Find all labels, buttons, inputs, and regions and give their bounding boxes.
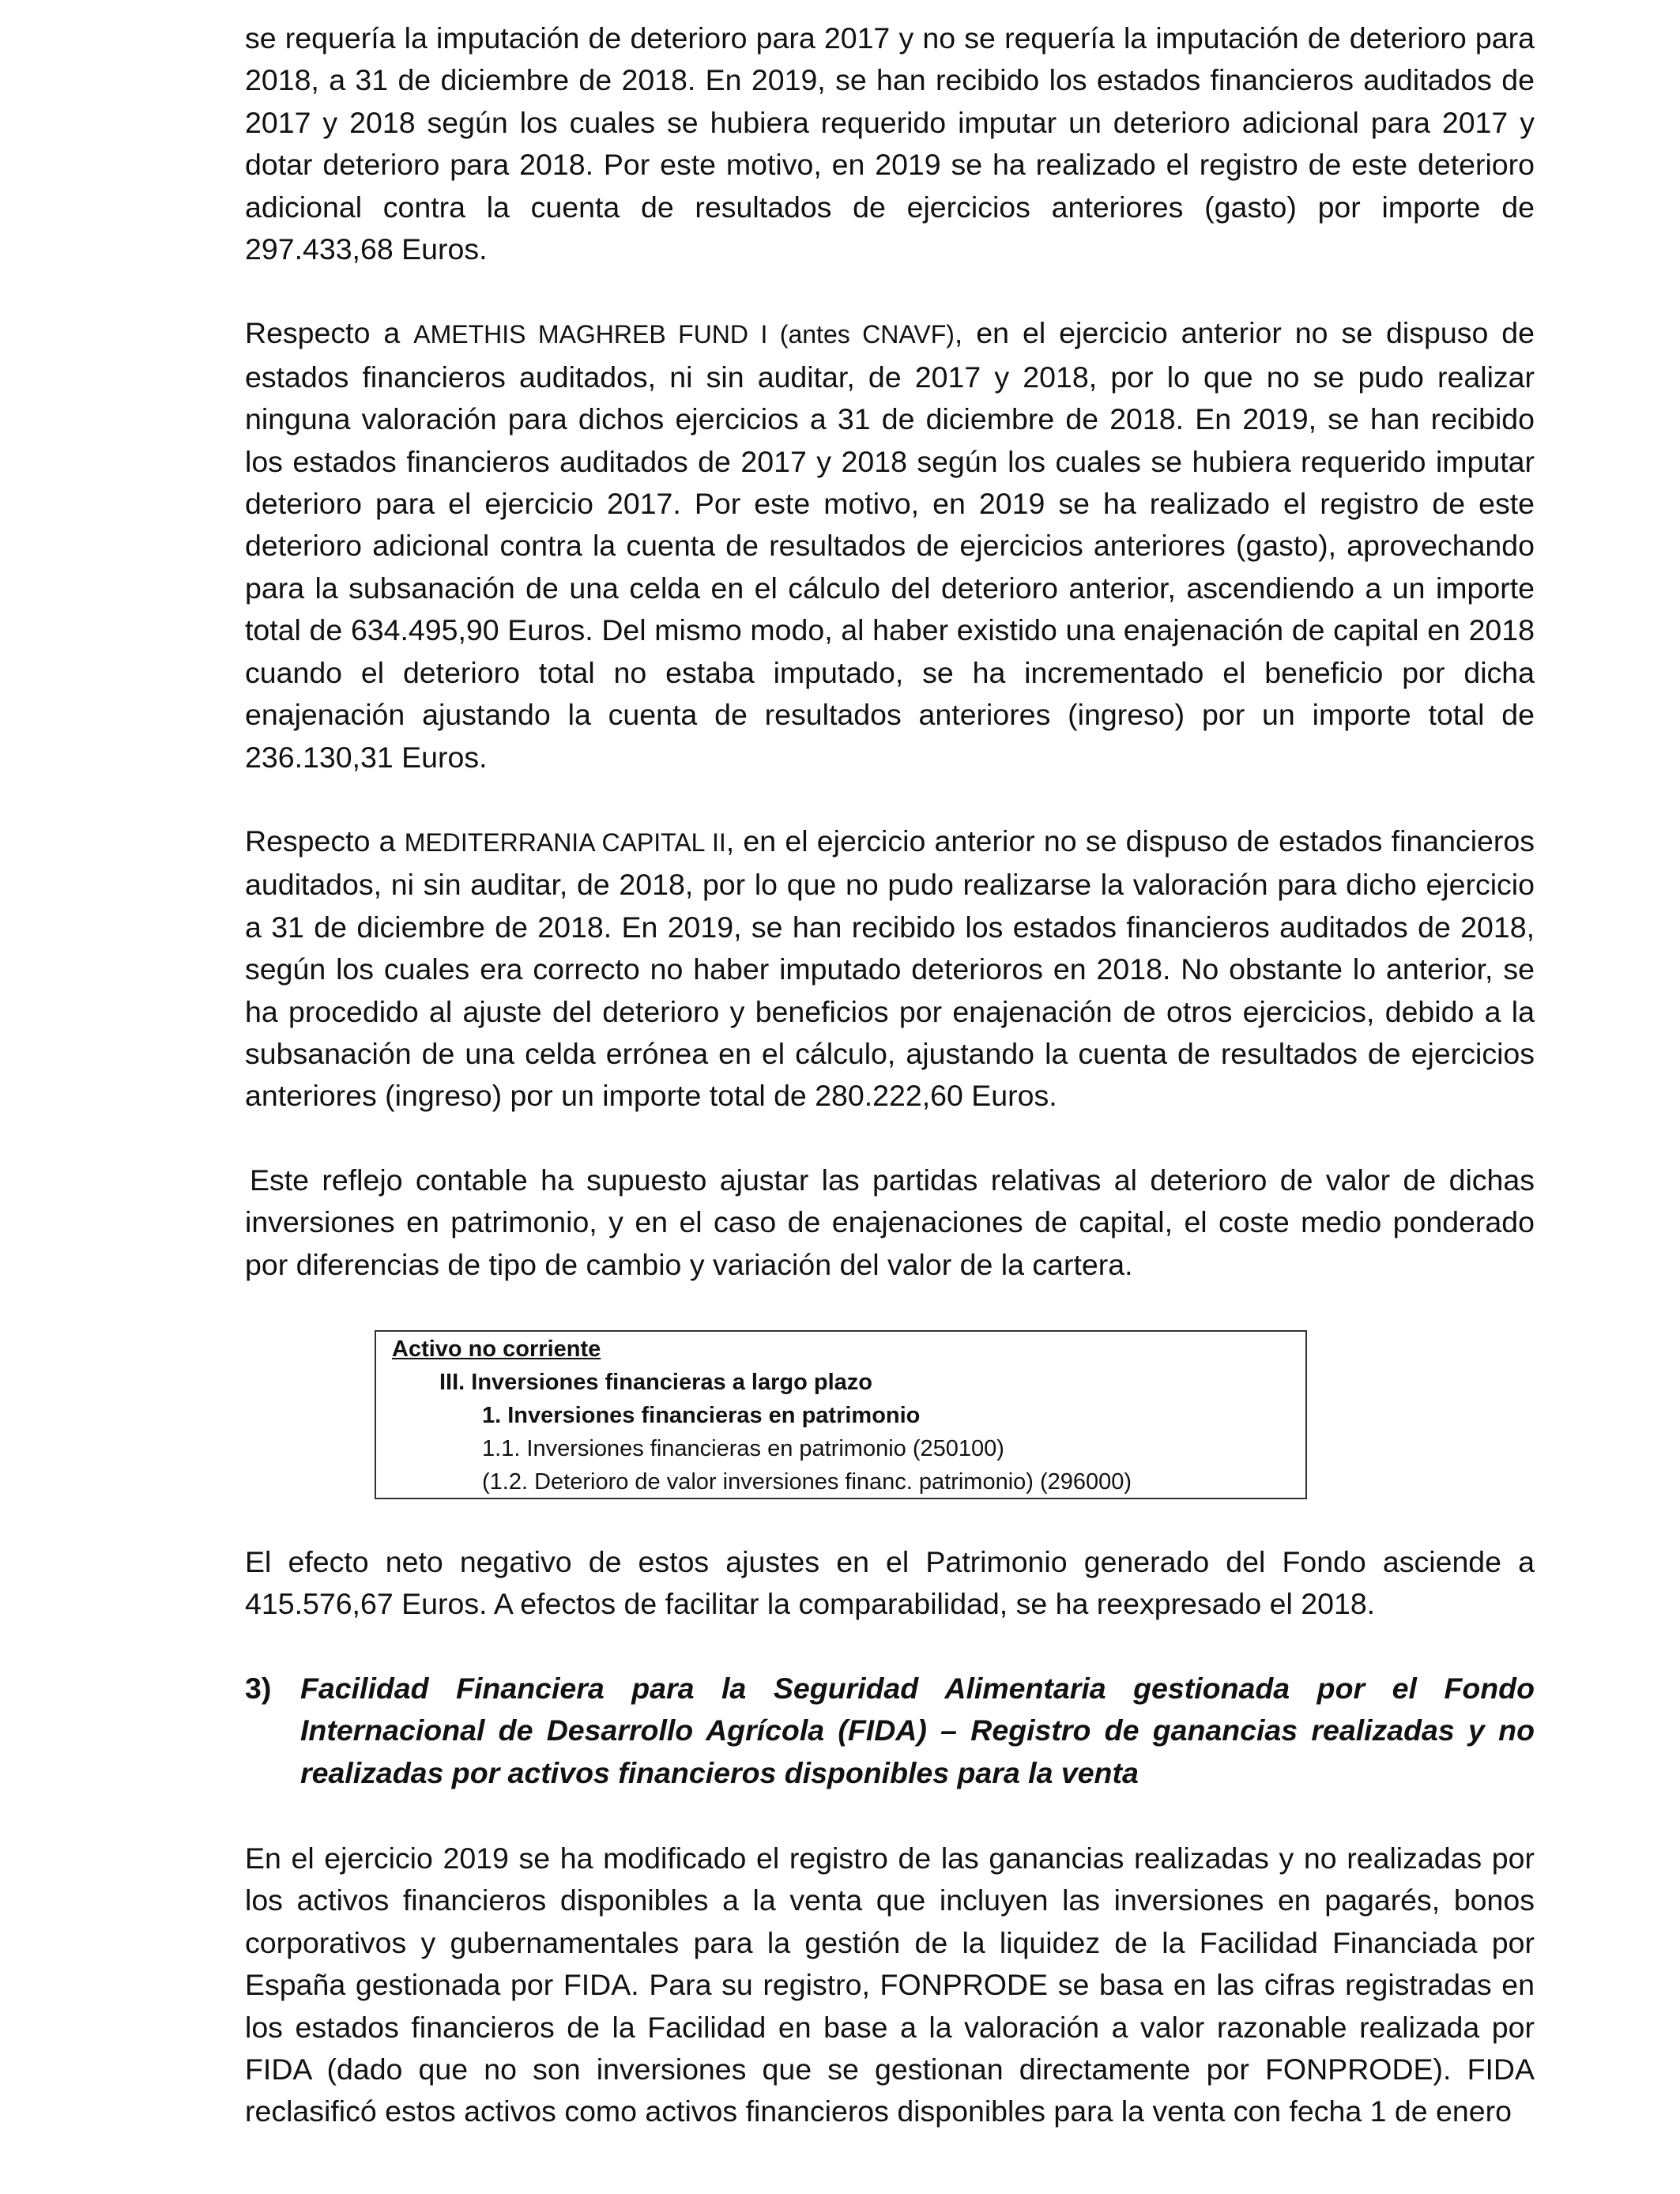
paragraph-amethis [245,312,1535,778]
document-body-top [245,17,1535,1286]
entity-mediterrania: MEDITERRANIA CAPITAL II [404,827,726,857]
account-row-activo-no-corriente: Activo no corriente [392,1336,601,1362]
account-row-inversiones-largo-plazo: III. Inversiones financieras a largo plazo [439,1370,872,1395]
account-row-250100: 1.1. Inversiones financieras en patrimonio (250100) [482,1436,1004,1461]
paragraph-mediterrania-lead: Respecto a [245,824,405,858]
account-row-inversiones-patrimonio: 1. Inversiones financieras en patrimonio [482,1403,921,1428]
account-row-296000: (1.2. Deterioro de valor inversiones financ. patrimonio) (296000) [482,1469,1132,1495]
document-body-middle [245,1541,1535,1626]
paragraph-fida: En el ejercicio 2019 se ha modificado el registro de las ganancias realizadas y no realizadas por los activos financieros disponibles a la venta que incluyen las inversiones en pagarés, bonos corporativos y gubernamentales para la gestión de la liquidez de la Facilidad Financiada por España gestionada por FIDA. Para su registro, FONPRODE se basa en las cifras registradas en los estados financieros de la Facilidad en base a la valoración a valor razonable realizada por FIDA (dado que no son inversiones que se gestionan directamente por FONPRODE). FIDA reclasificó estos activos como activos financieros disponibles para la venta con fecha 1 de enero [245,1842,1535,2128]
entity-amethis: AMETHIS MAGHREB FUND I (antes CNAVF) [413,320,955,349]
paragraph-mediterrania [245,820,1535,1118]
paragraph-efecto-neto: El efecto neto negativo de estos ajustes en el Patrimonio generado del Fondo asciende a 415.576,67 Euros. A efectos de facilitar la comparabilidad, se ha reexpresado el 2018. [245,1545,1535,1621]
account-table [375,1330,1307,1499]
paragraph-deterioro-2017-2018: se requería la imputación de deterioro para 2017 y no se requería la imputación de deterioro para 2018, a 31 de diciembre de 2018. En 2019, se han recibido los estados financieros auditados de 2017 y 2018 según los cuales se hubiera requerido imputar un deterioro adicional para 2017 y dotar deterioro para 2018. Por este motivo, en 2019 se ha realizado el registro de este deterioro adicional contra la cuenta de resultados de ejercicios anteriores (gasto) por importe de 297.433,68 Euros. [245,21,1535,266]
paragraph-mediterrania-rest: , en el ejercicio anterior no se dispuso de estados financieros auditados, ni sin auditar, de 2018, por lo que no pudo realizarse la valoración para dicho ejercicio a 31 de diciembre de 2018. En 2019, se han recibido los estados financieros auditados de 2018, según los cuales era correcto no haber imputado deterioros en 2018. No obstante lo anterior, se ha procedido al ajuste del deterioro y beneficios por enajenación de otros ejercicios, debido a la subsanación de una celda errónea en el cálculo, ajustando la cuenta de resultados de ejercicios anteriores (ingreso) por un importe total de 280.222,60 Euros. [245,824,1535,1113]
paragraph-amethis-rest: , en el ejercicio anterior no se dispuso de estados financieros auditados, ni sin auditar, de 2017 y 2018, por lo que no se pudo realizar ninguna valoración para dichos ejercicios a 31 de diciembre de 2018. En 2019, se han recibido los estados financieros auditados de 2017 y 2018 según los cuales se hubiera requerido imputar deterioro para el ejercicio 2017. Por este motivo, en 2019 se ha realizado el registro de este deterioro adicional contra la cuenta de resultados de ejercicios anteriores (gasto), aprovechando para la subsanación de una celda en el cálculo del deterioro anterior, ascendiendo a un importe total de 634.495,90 Euros. Del mismo modo, al haber existido una enajenación de capital en 2018 cuando el deterioro total no estaba imputado, se ha incrementado el beneficio por dicha enajenación ajustando la cuenta de resultados anteriores (ingreso) por un importe total de 236.130,31 Euros. [245,316,1535,774]
section-3-heading [245,1668,1535,1794]
paragraph-amethis-lead: Respecto a [245,316,414,350]
paragraph-reflejo-contable: Este reflejo contable ha supuesto ajustar las partidas relativas al deterioro de valor de dichas inversiones en patrimonio, y en el caso de enajenaciones de capital, el coste medio ponderado por diferencias de tipo de cambio y variación del valor de la cartera. [245,1163,1535,1281]
document-body-bottom [245,1838,1535,2133]
section-3-title: Facilidad Financiera para la Seguridad Alimentaria gestionada por el Fondo Internacional de Desarrollo Agrícola (FIDA) – Registro de ganancias realizadas y no realizadas por activos financieros disponibles para la venta [300,1672,1535,1789]
section-3-number: 3) [245,1672,272,1705]
